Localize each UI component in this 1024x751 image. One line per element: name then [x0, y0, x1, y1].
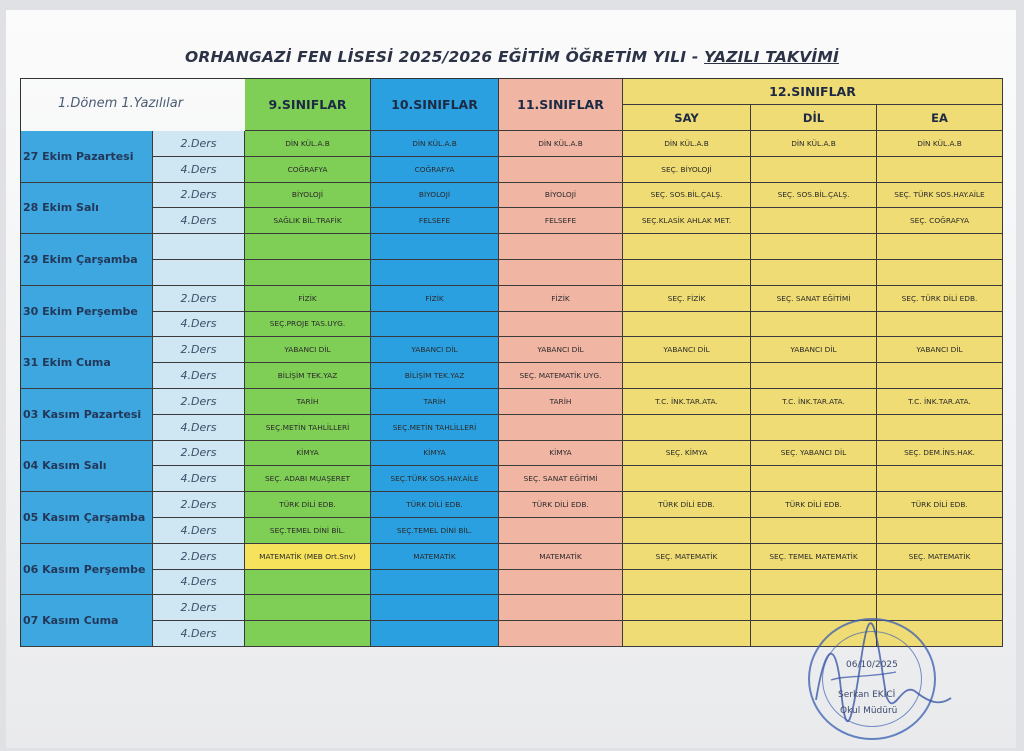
- exam-cell-ea: SEÇ. DEM.İNS.HAK.: [877, 441, 1003, 467]
- exam-cell-g10: COĞRAFYA: [371, 157, 499, 183]
- day-label: 03 Kasım Pazartesi: [21, 389, 153, 441]
- exam-cell-ea: DİN KÜL.A.B: [877, 131, 1003, 157]
- exam-cell-dil: TÜRK DİLİ EDB.: [751, 492, 877, 518]
- day-label: 27 Ekim Pazartesi: [21, 131, 153, 183]
- exam-cell-dil: SEÇ. SOS.BİL.ÇALŞ.: [751, 183, 877, 209]
- day-label: 30 Ekim Perşembe: [21, 286, 153, 338]
- lesson-period: 4.Ders: [153, 312, 245, 338]
- day-label: 28 Ekim Salı: [21, 183, 153, 235]
- exam-cell-dil: T.C. İNK.TAR.ATA.: [751, 389, 877, 415]
- exam-cell-say: SEÇ. SOS.BİL.ÇALŞ.: [623, 183, 751, 209]
- exam-cell-g10: [371, 595, 499, 621]
- lesson-period: 4.Ders: [153, 363, 245, 389]
- exam-cell-say: SEÇ. BİYOLOJİ: [623, 157, 751, 183]
- exam-cell-say: [623, 415, 751, 441]
- exam-cell-ea: T.C. İNK.TAR.ATA.: [877, 389, 1003, 415]
- exam-cell-g9: MATEMATİK (MEB Ort.Snv): [245, 544, 371, 570]
- lesson-period: [153, 260, 245, 286]
- principal-title: Okul Müdürü: [840, 706, 898, 716]
- lesson-period: 2.Ders: [153, 131, 245, 157]
- exam-cell-ea: [877, 234, 1003, 260]
- day-label: 06 Kasım Perşembe: [21, 544, 153, 596]
- exam-cell-g10: BİYOLOJİ: [371, 183, 499, 209]
- exam-cell-g9: TÜRK DİLİ EDB.: [245, 492, 371, 518]
- header-grade-10: 10.SINIFLAR: [371, 79, 499, 131]
- exam-cell-say: YABANCI DİL: [623, 337, 751, 363]
- exam-cell-dil: [751, 363, 877, 389]
- exam-cell-g9: [245, 260, 371, 286]
- exam-cell-dil: [751, 157, 877, 183]
- exam-cell-g11: [499, 234, 623, 260]
- lesson-period: 4.Ders: [153, 621, 245, 647]
- exam-cell-say: TÜRK DİLİ EDB.: [623, 492, 751, 518]
- exam-cell-dil: [751, 466, 877, 492]
- exam-cell-dil: SEÇ. SANAT EĞİTİMİ: [751, 286, 877, 312]
- exam-cell-g11: [499, 260, 623, 286]
- lesson-period: 2.Ders: [153, 389, 245, 415]
- day-label: 29 Ekim Çarşamba: [21, 234, 153, 286]
- document-title: ORHANGAZİ FEN LİSESİ 2025/2026 EĞİTİM ÖĞRETİM YILI - YAZILI TAKVİMİ: [185, 48, 839, 66]
- header-dil: DİL: [751, 105, 877, 131]
- header-grade-9: 9.SINIFLAR: [245, 79, 371, 131]
- period-label: 1.Dönem 1.Yazılılar: [58, 96, 184, 111]
- lesson-period: 2.Ders: [153, 492, 245, 518]
- exam-cell-g9: BİLİŞİM TEK.YAZ: [245, 363, 371, 389]
- lesson-period: 4.Ders: [153, 466, 245, 492]
- exam-cell-g10: SEÇ.METİN TAHLİLLERİ: [371, 415, 499, 441]
- exam-cell-dil: DİN KÜL.A.B: [751, 131, 877, 157]
- exam-cell-g9: SEÇ. ADABI MUAŞERET: [245, 466, 371, 492]
- exam-cell-say: T.C. İNK.TAR.ATA.: [623, 389, 751, 415]
- exam-cell-say: [623, 621, 751, 647]
- exam-cell-say: SEÇ.KLASİK AHLAK MET.: [623, 208, 751, 234]
- exam-cell-dil: [751, 415, 877, 441]
- exam-cell-g10: [371, 621, 499, 647]
- exam-cell-g10: MATEMATİK: [371, 544, 499, 570]
- exam-cell-g11: [499, 518, 623, 544]
- exam-cell-g10: TARİH: [371, 389, 499, 415]
- exam-cell-ea: [877, 415, 1003, 441]
- lesson-period: 2.Ders: [153, 595, 245, 621]
- exam-cell-g11: [499, 621, 623, 647]
- exam-cell-g11: DİN KÜL.A.B: [499, 131, 623, 157]
- exam-cell-dil: [751, 208, 877, 234]
- exam-cell-g11: SEÇ. SANAT EĞİTİMİ: [499, 466, 623, 492]
- exam-cell-ea: SEÇ. TÜRK DİLİ EDB.: [877, 286, 1003, 312]
- exam-cell-dil: [751, 260, 877, 286]
- exam-cell-g10: [371, 260, 499, 286]
- exam-cell-g10: SEÇ.TÜRK SOS.HAY.AİLE: [371, 466, 499, 492]
- exam-cell-g9: BİYOLOJİ: [245, 183, 371, 209]
- exam-cell-say: [623, 260, 751, 286]
- exam-cell-g11: [499, 312, 623, 338]
- principal-name: Serkan EKİCİ: [838, 690, 896, 700]
- exam-cell-ea: [877, 363, 1003, 389]
- header-ea: EA: [877, 105, 1003, 131]
- exam-cell-g10: BİLİŞİM TEK.YAZ: [371, 363, 499, 389]
- exam-cell-say: [623, 466, 751, 492]
- exam-cell-g9: YABANCI DİL: [245, 337, 371, 363]
- exam-cell-ea: TÜRK DİLİ EDB.: [877, 492, 1003, 518]
- exam-cell-g10: [371, 312, 499, 338]
- exam-cell-g11: MATEMATİK: [499, 544, 623, 570]
- stamp-date: 06/10/2025: [846, 660, 898, 670]
- lesson-period: 2.Ders: [153, 183, 245, 209]
- exam-cell-ea: SEÇ. MATEMATİK: [877, 544, 1003, 570]
- exam-cell-ea: [877, 518, 1003, 544]
- exam-cell-ea: [877, 466, 1003, 492]
- exam-cell-g11: FİZİK: [499, 286, 623, 312]
- exam-cell-g9: SAĞLIK BİL.TRAFİK: [245, 208, 371, 234]
- exam-cell-ea: [877, 260, 1003, 286]
- exam-cell-g11: SEÇ. MATEMATİK UYG.: [499, 363, 623, 389]
- day-label: 04 Kasım Salı: [21, 441, 153, 493]
- exam-cell-dil: SEÇ. TEMEL MATEMATİK: [751, 544, 877, 570]
- exam-cell-g10: FİZİK: [371, 286, 499, 312]
- exam-cell-g11: [499, 157, 623, 183]
- exam-cell-say: [623, 234, 751, 260]
- day-label: 05 Kasım Çarşamba: [21, 492, 153, 544]
- exam-cell-ea: [877, 570, 1003, 596]
- exam-cell-g10: YABANCI DİL: [371, 337, 499, 363]
- exam-cell-dil: [751, 595, 877, 621]
- lesson-period: 2.Ders: [153, 544, 245, 570]
- signature: [806, 620, 956, 740]
- exam-cell-ea: [877, 157, 1003, 183]
- exam-cell-g11: YABANCI DİL: [499, 337, 623, 363]
- table-corner: [21, 79, 245, 131]
- exam-cell-say: [623, 363, 751, 389]
- day-label: 07 Kasım Cuma: [21, 595, 153, 647]
- exam-cell-g9: DİN KÜL.A.B: [245, 131, 371, 157]
- exam-cell-g9: FİZİK: [245, 286, 371, 312]
- exam-cell-say: SEÇ. KİMYA: [623, 441, 751, 467]
- exam-cell-dil: SEÇ. YABANCI DİL: [751, 441, 877, 467]
- exam-cell-g11: BİYOLOJİ: [499, 183, 623, 209]
- exam-cell-say: [623, 595, 751, 621]
- exam-cell-g10: KİMYA: [371, 441, 499, 467]
- exam-cell-g11: [499, 415, 623, 441]
- exam-cell-ea: SEÇ. TÜRK SOS.HAY.AİLE: [877, 183, 1003, 209]
- exam-cell-g10: [371, 234, 499, 260]
- lesson-period: 2.Ders: [153, 337, 245, 363]
- lesson-period: 4.Ders: [153, 570, 245, 596]
- exam-cell-g10: [371, 570, 499, 596]
- exam-cell-dil: [751, 518, 877, 544]
- lesson-period: [153, 234, 245, 260]
- exam-cell-dil: [751, 234, 877, 260]
- exam-cell-g11: KİMYA: [499, 441, 623, 467]
- exam-schedule-table: [20, 78, 1003, 647]
- exam-cell-say: SEÇ. MATEMATİK: [623, 544, 751, 570]
- exam-cell-g9: [245, 595, 371, 621]
- lesson-period: 2.Ders: [153, 441, 245, 467]
- exam-cell-g11: [499, 570, 623, 596]
- exam-cell-g11: [499, 595, 623, 621]
- exam-cell-g11: TARİH: [499, 389, 623, 415]
- exam-cell-ea: SEÇ. COĞRAFYA: [877, 208, 1003, 234]
- exam-cell-g9: COĞRAFYA: [245, 157, 371, 183]
- header-say: SAY: [623, 105, 751, 131]
- exam-cell-say: DİN KÜL.A.B: [623, 131, 751, 157]
- lesson-period: 2.Ders: [153, 286, 245, 312]
- exam-cell-ea: [877, 595, 1003, 621]
- exam-cell-g9: [245, 570, 371, 596]
- lesson-period: 4.Ders: [153, 518, 245, 544]
- exam-cell-say: [623, 518, 751, 544]
- exam-cell-g11: TÜRK DİLİ EDB.: [499, 492, 623, 518]
- exam-cell-g9: SEÇ.METİN TAHLİLLERİ: [245, 415, 371, 441]
- exam-cell-say: [623, 312, 751, 338]
- exam-cell-dil: [751, 570, 877, 596]
- exam-cell-g9: SEÇ.TEMEL DİNİ BİL.: [245, 518, 371, 544]
- header-grade-12: 12.SINIFLAR: [623, 79, 1003, 105]
- exam-cell-g9: SEÇ.PROJE TAS.UYG.: [245, 312, 371, 338]
- exam-cell-g9: TARİH: [245, 389, 371, 415]
- exam-cell-g9: [245, 621, 371, 647]
- exam-cell-say: SEÇ. FİZİK: [623, 286, 751, 312]
- exam-cell-g10: SEÇ.TEMEL DİNİ BİL.: [371, 518, 499, 544]
- header-grade-11: 11.SINIFLAR: [499, 79, 623, 131]
- exam-cell-g10: FELSEFE: [371, 208, 499, 234]
- exam-cell-ea: YABANCI DİL: [877, 337, 1003, 363]
- exam-cell-g10: TÜRK DİLİ EDB.: [371, 492, 499, 518]
- exam-cell-g9: [245, 234, 371, 260]
- exam-cell-g9: KİMYA: [245, 441, 371, 467]
- lesson-period: 4.Ders: [153, 157, 245, 183]
- exam-cell-dil: [751, 312, 877, 338]
- exam-cell-ea: [877, 312, 1003, 338]
- exam-cell-dil: YABANCI DİL: [751, 337, 877, 363]
- exam-cell-g11: FELSEFE: [499, 208, 623, 234]
- exam-cell-say: [623, 570, 751, 596]
- lesson-period: 4.Ders: [153, 415, 245, 441]
- day-label: 31 Ekim Cuma: [21, 337, 153, 389]
- exam-cell-g10: DİN KÜL.A.B: [371, 131, 499, 157]
- lesson-period: 4.Ders: [153, 208, 245, 234]
